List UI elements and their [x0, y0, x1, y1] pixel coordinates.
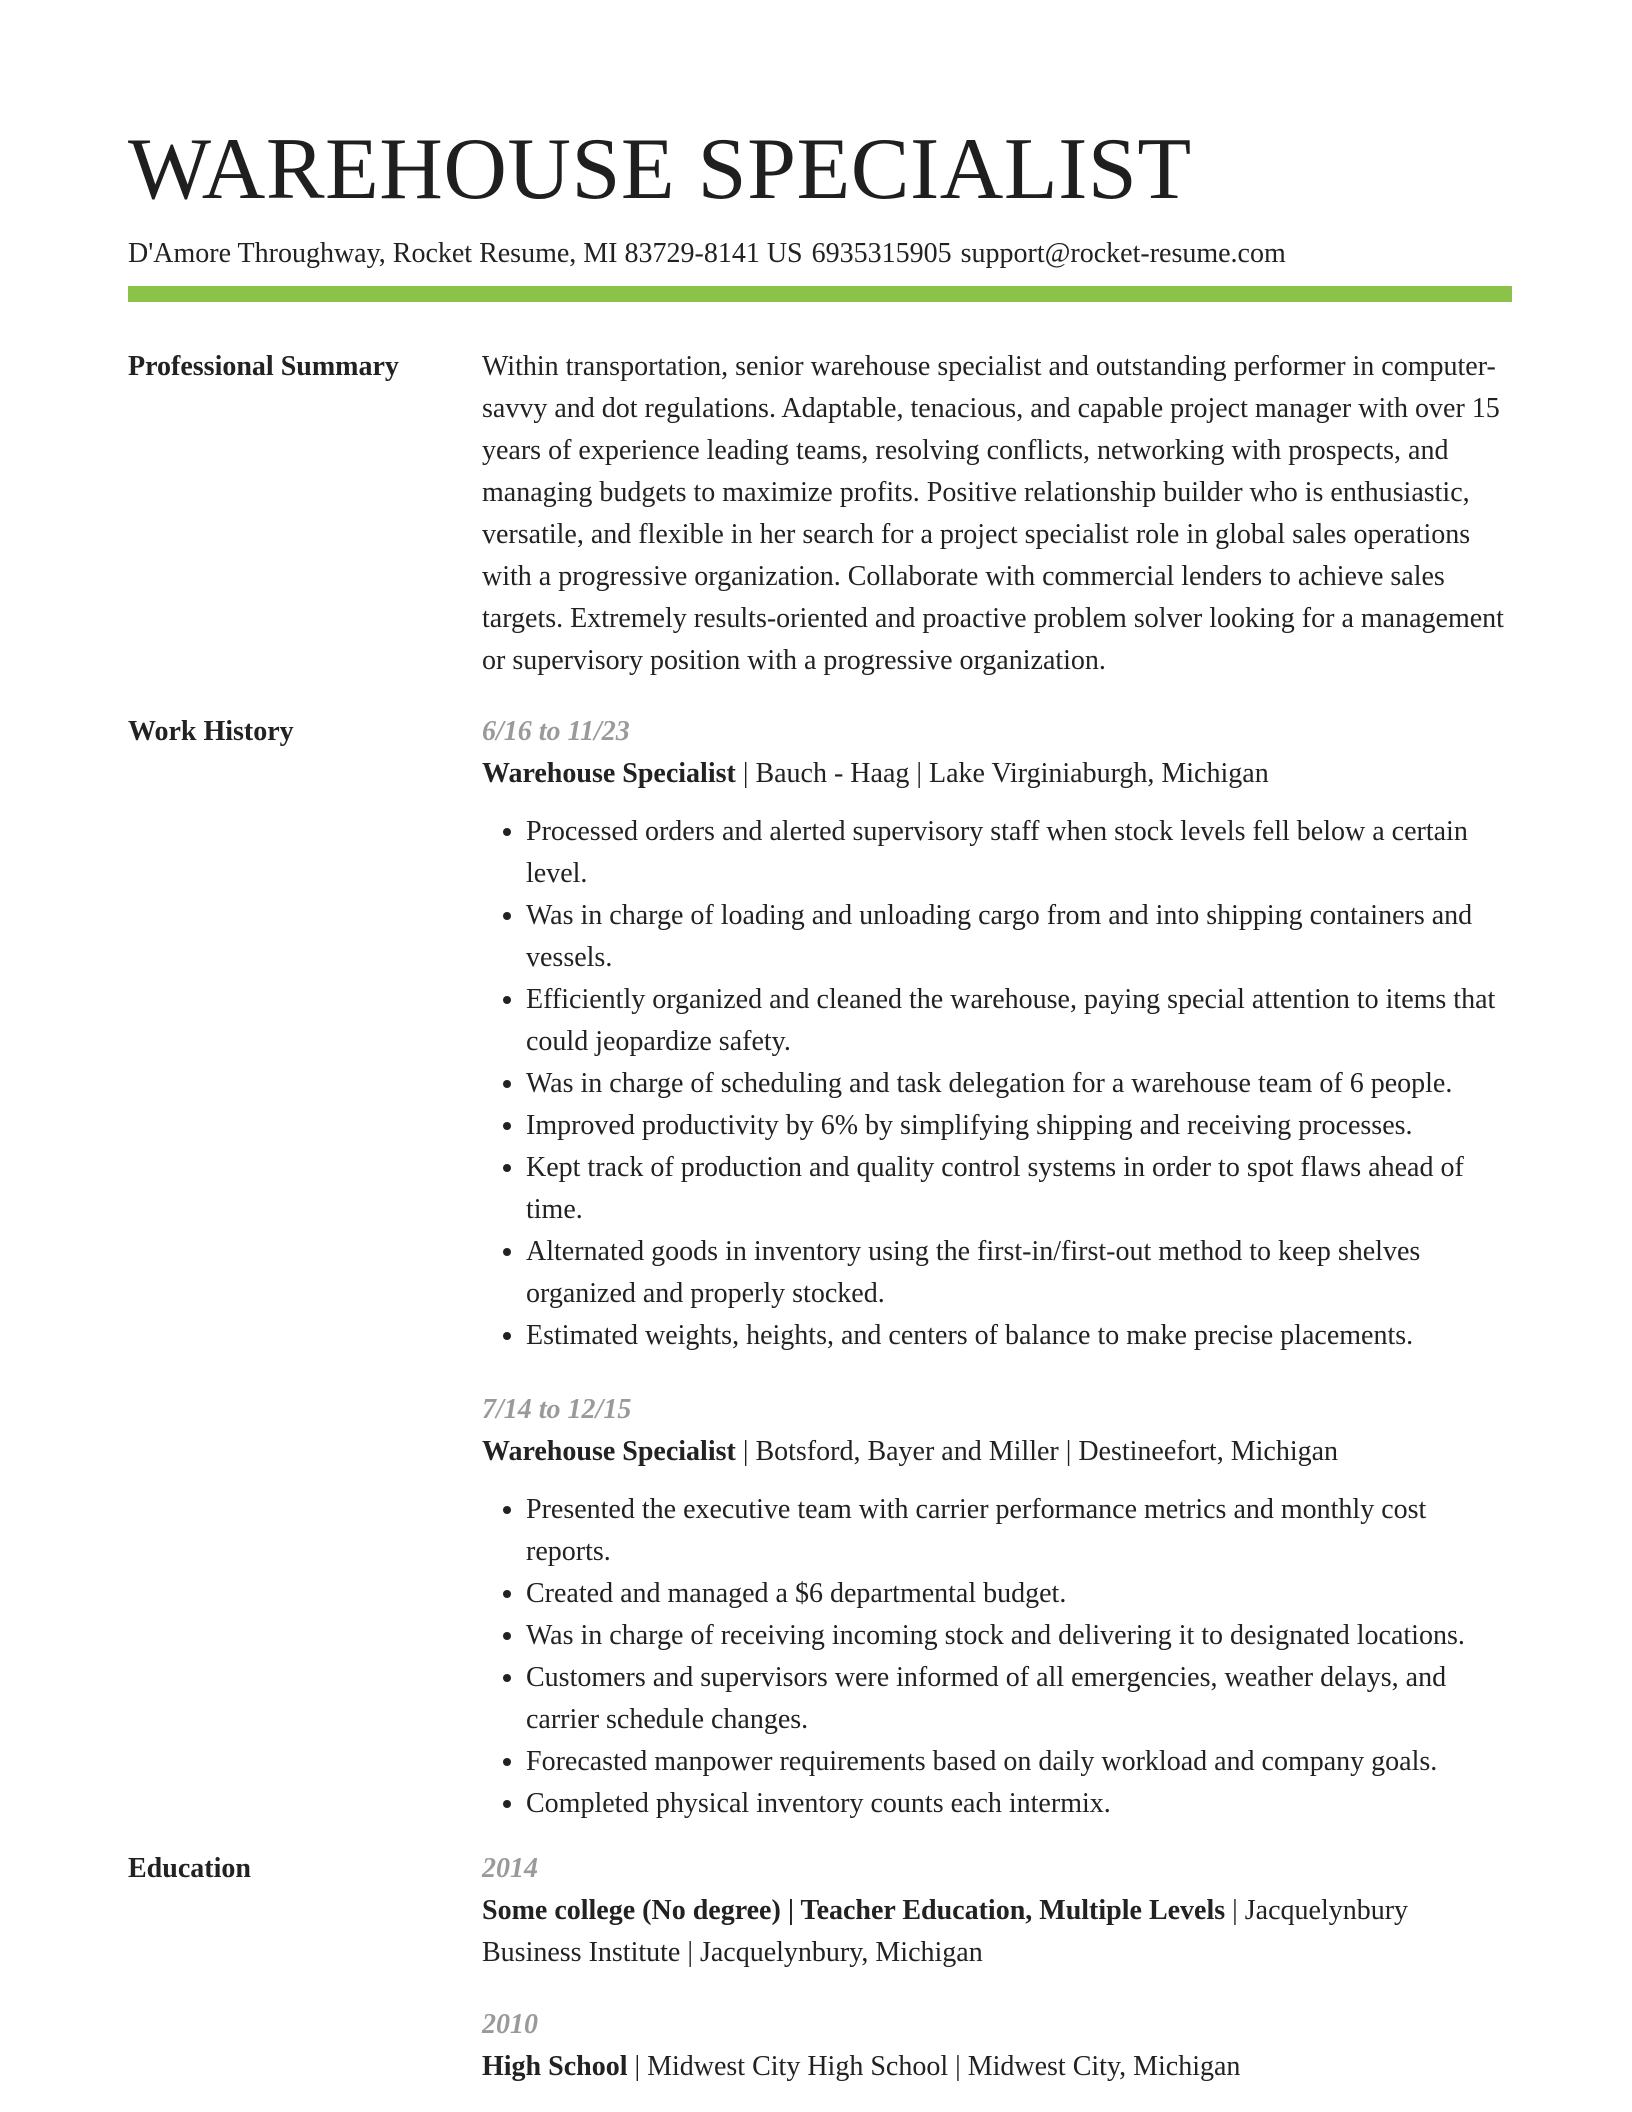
- education-degree: High School: [482, 2051, 628, 2082]
- job-dates: 7/14 to 12/15: [482, 1394, 632, 1425]
- job-employer-location: | Botsford, Bayer and Miller | Destineefort, Michigan: [735, 1436, 1339, 1467]
- education-year: 2014: [482, 1853, 538, 1884]
- job-title: Warehouse Specialist: [482, 1436, 736, 1467]
- list-item: • Estimated weights, heights, and centers of balance to make precise placements.: [526, 1315, 1512, 1357]
- job-title: Warehouse Specialist: [482, 758, 736, 789]
- education-entry: [482, 1848, 1512, 1974]
- list-item: • Alternated goods in inventory using the first-in/first-out method to keep shelves organized and properly stocked.: [526, 1231, 1512, 1315]
- summary-text: Within transportation, senior warehouse specialist and outstanding performer in computer-savvy and dot regulations. Adaptable, tenacious, and capable project manager with over 15 years of experience leading teams, resolving conflicts, networking with prospects, and managing budgets to maximize profits. Positive relationship builder who is enthusiastic, versatile, and flexible in her search for a project specialist role in global sales operations with a progressive organization. Collaborate with commercial lenders to achieve sales targets. Extremely results-oriented and proactive problem solver looking for a management or supervisory position with a progressive organization.: [482, 351, 1504, 676]
- job-role-line: [482, 753, 1512, 795]
- education-body: [482, 1848, 1512, 2088]
- list-item: • Created and managed a $6 departmental budget.: [526, 1573, 1512, 1615]
- job-entry: [482, 711, 1512, 1357]
- summary-heading: Professional Summary: [128, 351, 399, 382]
- job-dates: 6/16 to 11/23: [482, 716, 630, 747]
- education-year: 2010: [482, 2009, 538, 2040]
- list-item: • Was in charge of receiving incoming stock and delivering it to designated locations.: [526, 1615, 1512, 1657]
- list-item: • Was in charge of loading and unloading cargo from and into shipping containers and vessels.: [526, 895, 1512, 979]
- contact-line: [128, 236, 1512, 272]
- accent-divider: [128, 286, 1512, 302]
- resume-header: [128, 118, 1512, 272]
- list-item: • Processed orders and alerted supervisory staff when stock levels fell below a certain level.: [526, 811, 1512, 895]
- page-title: WAREHOUSE SPECIALIST: [128, 121, 1192, 218]
- contact-address: D'Amore Throughway, Rocket Resume, MI 83729-8141 US: [128, 238, 803, 269]
- education-heading: Education: [128, 1853, 251, 1884]
- job-duties-list: [482, 1489, 1512, 1825]
- summary-body: [482, 346, 1512, 682]
- list-item: • Completed physical inventory counts each intermix.: [526, 1783, 1512, 1825]
- education-line: [482, 1890, 1512, 1974]
- contact-phone: 6935315905: [811, 238, 952, 269]
- list-item: • Improved productivity by 6% by simplifying shipping and receiving processes.: [526, 1105, 1512, 1147]
- list-item: • Forecasted manpower requirements based on daily workload and company goals.: [526, 1741, 1512, 1783]
- list-item: • Was in charge of scheduling and task delegation for a warehouse team of 6 people.: [526, 1063, 1512, 1105]
- education-entry: [482, 2004, 1512, 2088]
- education-school-location: | Midwest City High School | Midwest City, Michigan: [627, 2051, 1241, 2082]
- job-duties-list: [482, 811, 1512, 1357]
- work-history-heading: Work History: [128, 716, 294, 747]
- list-item: • Presented the executive team with carrier performance metrics and monthly cost reports.: [526, 1489, 1512, 1573]
- job-employer-location: | Bauch - Haag | Lake Virginiaburgh, Michigan: [735, 758, 1269, 789]
- education-line: [482, 2046, 1512, 2088]
- education-school-location: | Jacquelynbury Business Institute | Jacquelynbury, Michigan: [482, 1895, 1409, 1968]
- list-item: • Kept track of production and quality control systems in order to spot flaws ahead of time.: [526, 1147, 1512, 1231]
- job-role-line: [482, 1431, 1512, 1473]
- list-item: • Customers and supervisors were informed of all emergencies, weather delays, and carrier schedule changes.: [526, 1657, 1512, 1741]
- job-entry: [482, 1389, 1512, 1825]
- work-history-body: [482, 711, 1512, 1825]
- list-item: • Efficiently organized and cleaned the warehouse, paying special attention to items that could jeopardize safety.: [526, 979, 1512, 1063]
- contact-email[interactable]: support@rocket-resume.com: [960, 238, 1286, 269]
- education-degree: Some college (No degree) | Teacher Education, Multiple Levels: [482, 1895, 1226, 1926]
